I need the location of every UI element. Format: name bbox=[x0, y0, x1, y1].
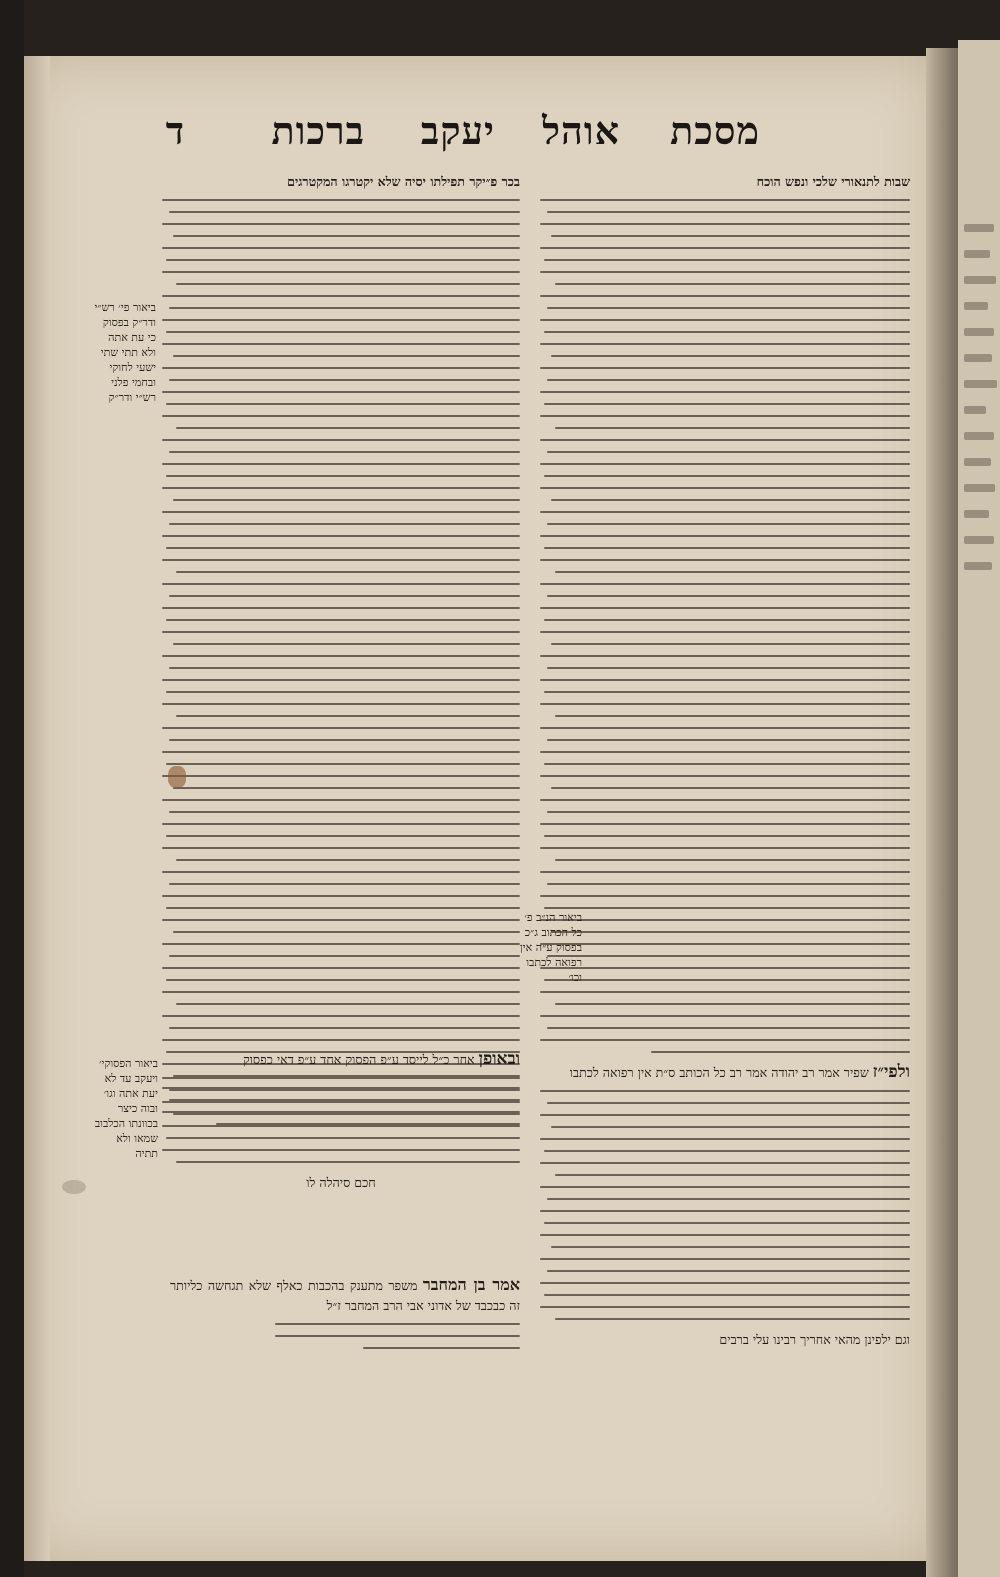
header-page-letter: ד bbox=[165, 108, 185, 153]
header-tractate: מסכת bbox=[670, 108, 760, 153]
left-lower-section bbox=[162, 1050, 520, 1270]
paper-damage-mark bbox=[62, 1180, 86, 1194]
margin-note-1: ביאור פי׳ רש״י ודר״ק בפסוק כי עת אתה ולא תתי שתי ישעי לחוקי ובחמי פלני רש״י ודר״ק bbox=[94, 301, 156, 404]
left-column-closing: חכם סיהלה לו bbox=[306, 1175, 376, 1190]
author-son-section bbox=[170, 1275, 520, 1385]
ink-stain bbox=[168, 766, 186, 788]
page-header bbox=[150, 108, 760, 160]
left-column-body-lines bbox=[162, 199, 520, 1125]
left-column-section-text bbox=[162, 1050, 520, 1070]
right-column-closing: וגם ילפינן מהאי אחריך רבינו עלי ברבים bbox=[719, 1332, 910, 1347]
author-son-paragraph bbox=[170, 1275, 520, 1315]
book-gutter bbox=[926, 48, 962, 1577]
header-berachot: ברכות bbox=[271, 108, 365, 153]
left-column-opening: בכר פ״יקר תפילתו יסיה שלא יקטרגו המקטרגים bbox=[287, 174, 520, 189]
left-text-column bbox=[162, 172, 520, 1032]
left-section-label: ובאופן bbox=[478, 1049, 520, 1069]
right-column-opening: שבות לתנאורי שלכי ונפש הוכח bbox=[756, 174, 910, 189]
right-section-label: ולפי״ז bbox=[872, 1062, 910, 1082]
right-section-text: שפיר אמר רב יהודה אמר רב כל הכותב ס״ת אין רפואה לכתבו bbox=[569, 1065, 869, 1080]
page-edge-shadow bbox=[24, 56, 50, 1561]
header-ohel: אוהל bbox=[542, 108, 620, 153]
header-yaakov: יעקב bbox=[420, 108, 495, 153]
left-column-lower-lines bbox=[162, 1077, 520, 1163]
right-column-section-text bbox=[540, 1063, 910, 1083]
margin-note-2: ביאור הנ״ב פ׳ כל הכתוב ג״כ בפסוק ע״ה אין רפואה לכתבו וכו׳ bbox=[519, 911, 582, 984]
author-son-lines bbox=[170, 1323, 520, 1349]
right-column-body-lines bbox=[540, 199, 910, 1053]
author-son-label: אמר בן המחבר bbox=[422, 1275, 520, 1294]
left-dark-background bbox=[0, 0, 24, 1577]
right-column-lower-lines bbox=[540, 1090, 910, 1320]
right-text-column bbox=[540, 172, 910, 1347]
margin-note-3: ביאור הפסוקי׳ ויעקב עד לא יעת אתה וגו׳ ובוה כיצר בכוונתו הכלבוב שמאו ולא תתיה bbox=[94, 1057, 158, 1160]
author-son-text: משפר מתענק בהכבות כאלף שלא תגחשה כליותר זה כבכבד של אדוני אבי הרב המחבר ז״ל bbox=[170, 1278, 520, 1313]
left-section-text: אחר כ״ל לייסד ע״פ הפסוק אחד ע״פ דאי כפסוק bbox=[242, 1052, 475, 1067]
adjacent-page-edge bbox=[958, 40, 1000, 1577]
